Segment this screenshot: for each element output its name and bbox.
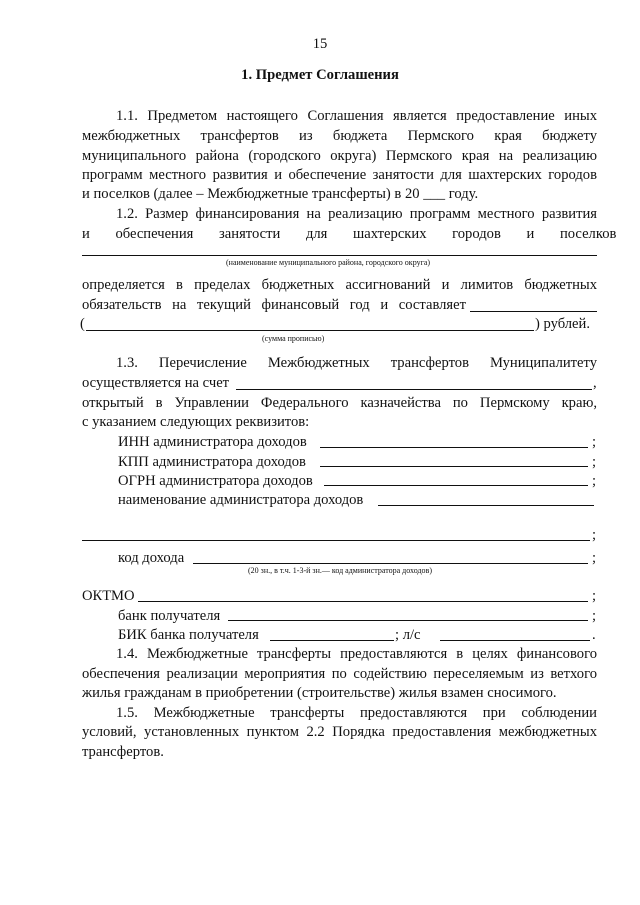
- income-code-caption: (20 зн., в т.ч. 1-3-й зн.— код администратора доходов): [248, 566, 432, 575]
- income-code-semicolon: ;: [592, 550, 597, 566]
- p13-line3: открытый в Управлении Федерального казначейства по Пермскому краю,: [82, 395, 597, 411]
- kpp-line: [320, 466, 588, 467]
- bank-label: банк получателя: [118, 608, 221, 624]
- admin-name-semicolon: ;: [592, 527, 597, 543]
- p14-line3: жилья гражданам в приобретении (строительстве) жилья взамен сносимого.: [82, 685, 557, 701]
- p14-line2: обеспечения реализации мероприятия по содействию переселяемым из ветхого: [82, 666, 597, 682]
- amount-words-caption: (сумма прописью): [262, 334, 325, 343]
- account-comma: ,: [593, 375, 597, 391]
- amount-words-line: [86, 330, 534, 331]
- p11-line1: 1.1. Предметом настоящего Соглашения является предоставление иных: [116, 108, 597, 124]
- p15-line2: условий, установленных пунктом 2.2 Порядка предоставления межбюджетных: [82, 724, 597, 740]
- bik-label: БИК банка получателя: [118, 627, 259, 643]
- ogrn-semicolon: ;: [592, 473, 597, 489]
- admin-name-line2: [82, 540, 590, 541]
- page-number: 15: [312, 36, 328, 52]
- kpp-label: КПП администратора доходов: [118, 454, 306, 470]
- p13-line1: 1.3. Перечисление Межбюджетных трансфертов Муниципалитету: [116, 355, 597, 371]
- inn-label: ИНН администратора доходов: [118, 434, 307, 450]
- income-code-line: [193, 563, 588, 564]
- ls-period: .: [592, 627, 596, 643]
- admin-name-label: наименование администратора доходов: [118, 492, 364, 508]
- ogrn-line: [324, 485, 588, 486]
- oktmo-line: [138, 601, 588, 602]
- kpp-semicolon: ;: [592, 454, 597, 470]
- p11-line3: муниципального района (городского округа) Пермского края на реализацию: [82, 148, 597, 164]
- p12-line4: обязательств на текущий финансовый год и составляет: [82, 297, 466, 313]
- p11-line2: межбюджетных трансфертов из бюджета Пермского края бюджету: [82, 128, 597, 144]
- p12-line3: определяется в пределах бюджетных ассигнований и лимитов бюджетных: [82, 277, 597, 293]
- oktmo-label: ОКТМО: [82, 588, 135, 604]
- bik-line: [270, 640, 394, 641]
- account-line: [236, 389, 592, 390]
- p12-line2: и обеспечения занятости для шахтерских городов и поселков: [82, 226, 617, 242]
- p11-line4: программ местного развития и обеспечение занятости для шахтерских городов: [82, 167, 597, 183]
- ls-line: [440, 640, 590, 641]
- amount-open-paren: (: [80, 316, 85, 332]
- municipality-caption: (наименование муниципального района, городского округа): [226, 258, 431, 267]
- p13-line2: осуществляется на счет: [82, 375, 230, 391]
- admin-name-line: [378, 505, 594, 506]
- p15-line3: трансфертов.: [82, 744, 164, 760]
- income-code-label: код дохода: [118, 550, 185, 566]
- p13-line4: с указанием следующих реквизитов:: [82, 414, 310, 430]
- ls-label: ; л/с: [395, 627, 421, 643]
- p12-line1: 1.2. Размер финансирования на реализацию программ местного развития: [116, 206, 597, 222]
- p11-line5: и поселков (далее – Межбюджетные трансферты) в 20 ___ году.: [82, 186, 479, 202]
- inn-semicolon: ;: [592, 434, 597, 450]
- inn-line: [320, 447, 588, 448]
- section-title: 1. Предмет Соглашения: [241, 67, 399, 83]
- amount-close-paren: ) рублей.: [535, 316, 590, 332]
- amount-line: [470, 311, 597, 312]
- municipality-name-line: [82, 255, 597, 256]
- bank-semicolon: ;: [592, 608, 597, 624]
- bank-line: [228, 620, 588, 621]
- oktmo-semicolon: ;: [592, 588, 597, 604]
- ogrn-label: ОГРН администратора доходов: [118, 473, 313, 489]
- p14-line1: 1.4. Межбюджетные трансферты предоставляются в целях финансового: [116, 646, 597, 662]
- p15-line1: 1.5. Межбюджетные трансферты предоставляются при соблюдении: [116, 705, 597, 721]
